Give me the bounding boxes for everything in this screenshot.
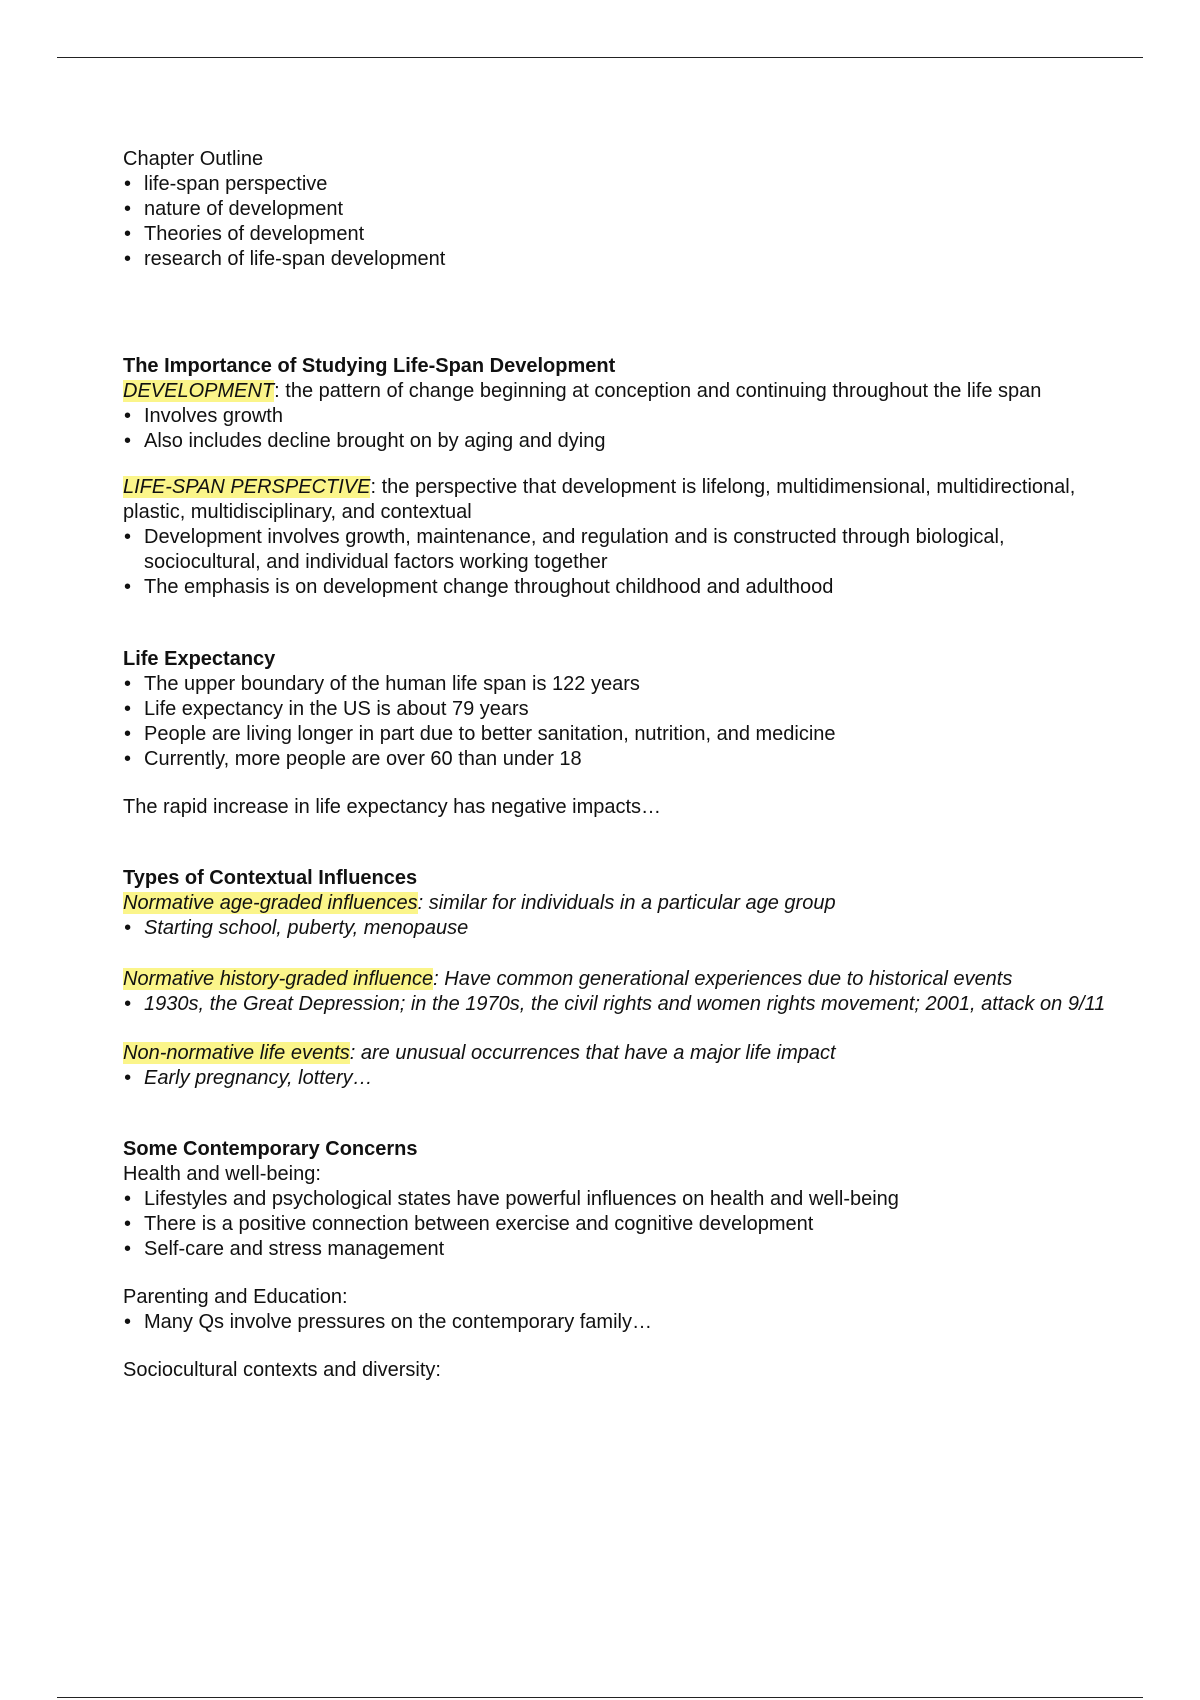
definition-development (123, 379, 1113, 404)
top-rule (57, 57, 1143, 58)
development-list (123, 404, 1113, 454)
section-heading: Types of Contextual Influences (123, 867, 418, 889)
highlighted-term: Normative history-graded influence (123, 968, 434, 990)
section-heading: The Importance of Studying Life-Span Development (123, 355, 616, 377)
definition-text: : similar for individuals in a particular age group (417, 892, 836, 914)
definition-text: : the pattern of change beginning at conception and continuing throughout the life span (274, 380, 1042, 402)
definition-life-span-perspective (123, 475, 1113, 525)
definition-text: : the perspective that development is lifelong, multidimensional, multidirectional, plastic, multidisciplinary, and contextual (123, 476, 1076, 523)
list-item: • Self-care and stress management (123, 1237, 1113, 1262)
life-expectancy-list (123, 672, 1113, 772)
definition-text: : are unusual occurrences that have a major life impact (349, 1042, 836, 1064)
highlighted-term: Non-normative life events (123, 1042, 350, 1064)
subheading-sociocultural: Sociocultural contexts and diversity: (123, 1359, 441, 1381)
list-item: • Lifestyles and psychological states have powerful influences on health and well-being (123, 1187, 1113, 1212)
perspective-list (123, 525, 1113, 600)
list-item: • Development involves growth, maintenance, and regulation and is constructed through biological, sociocultural, and individual factors working together (123, 525, 1113, 575)
life-expectancy-note: The rapid increase in life expectancy has negative impacts… (123, 796, 662, 818)
list-item: • The emphasis is on development change throughout childhood and adulthood (123, 575, 1113, 600)
subheading-parenting: Parenting and Education: (123, 1286, 348, 1308)
bottom-rule (57, 1697, 1143, 1698)
list-item: • Involves growth (123, 404, 1113, 429)
age-graded-list (123, 916, 1113, 941)
list-item: • People are living longer in part due to better sanitation, nutrition, and medicine (123, 722, 1113, 747)
contemporary-concerns-section (123, 1137, 1113, 1383)
list-item: • Early pregnancy, lottery… (123, 1066, 1113, 1091)
history-graded-list (123, 992, 1113, 1017)
highlighted-term: DEVELOPMENT (123, 380, 275, 402)
outline-title: Chapter Outline (123, 148, 264, 170)
list-item: • research of life-span development (123, 247, 1113, 272)
parenting-list (123, 1310, 1113, 1335)
list-item: • life-span perspective (123, 172, 1113, 197)
list-item: • Theories of development (123, 222, 1113, 247)
highlighted-term: Normative age-graded influences (123, 892, 418, 914)
list-item: • Many Qs involve pressures on the contemporary family… (123, 1310, 1113, 1335)
list-item: • Starting school, puberty, menopause (123, 916, 1113, 941)
importance-section (123, 354, 1113, 600)
list-item: • Life expectancy in the US is about 79 years (123, 697, 1113, 722)
section-heading: Life Expectancy (123, 648, 276, 670)
list-item: • There is a positive connection between exercise and cognitive development (123, 1212, 1113, 1237)
chapter-outline (123, 147, 1113, 272)
section-heading: Some Contemporary Concerns (123, 1138, 418, 1160)
document-page (123, 147, 1113, 1383)
subheading-health: Health and well-being: (123, 1163, 321, 1185)
definition-history-graded (123, 967, 1113, 992)
list-item: • Currently, more people are over 60 than under 18 (123, 747, 1113, 772)
highlighted-term: LIFE-SPAN PERSPECTIVE (123, 476, 371, 498)
list-item: • Also includes decline brought on by aging and dying (123, 429, 1113, 454)
list-item: • The upper boundary of the human life span is 122 years (123, 672, 1113, 697)
definition-text: : Have common generational experiences due to historical events (433, 968, 1013, 990)
non-normative-list (123, 1066, 1113, 1091)
list-item: • nature of development (123, 197, 1113, 222)
contextual-influences-section (123, 866, 1113, 1091)
life-expectancy-section (123, 647, 1113, 820)
list-item: • 1930s, the Great Depression; in the 1970s, the civil rights and women rights movement; 2001, attack on 9/11 (123, 992, 1113, 1017)
definition-age-graded (123, 891, 1113, 916)
outline-list (123, 172, 1113, 272)
health-list (123, 1187, 1113, 1262)
definition-non-normative (123, 1041, 1113, 1066)
